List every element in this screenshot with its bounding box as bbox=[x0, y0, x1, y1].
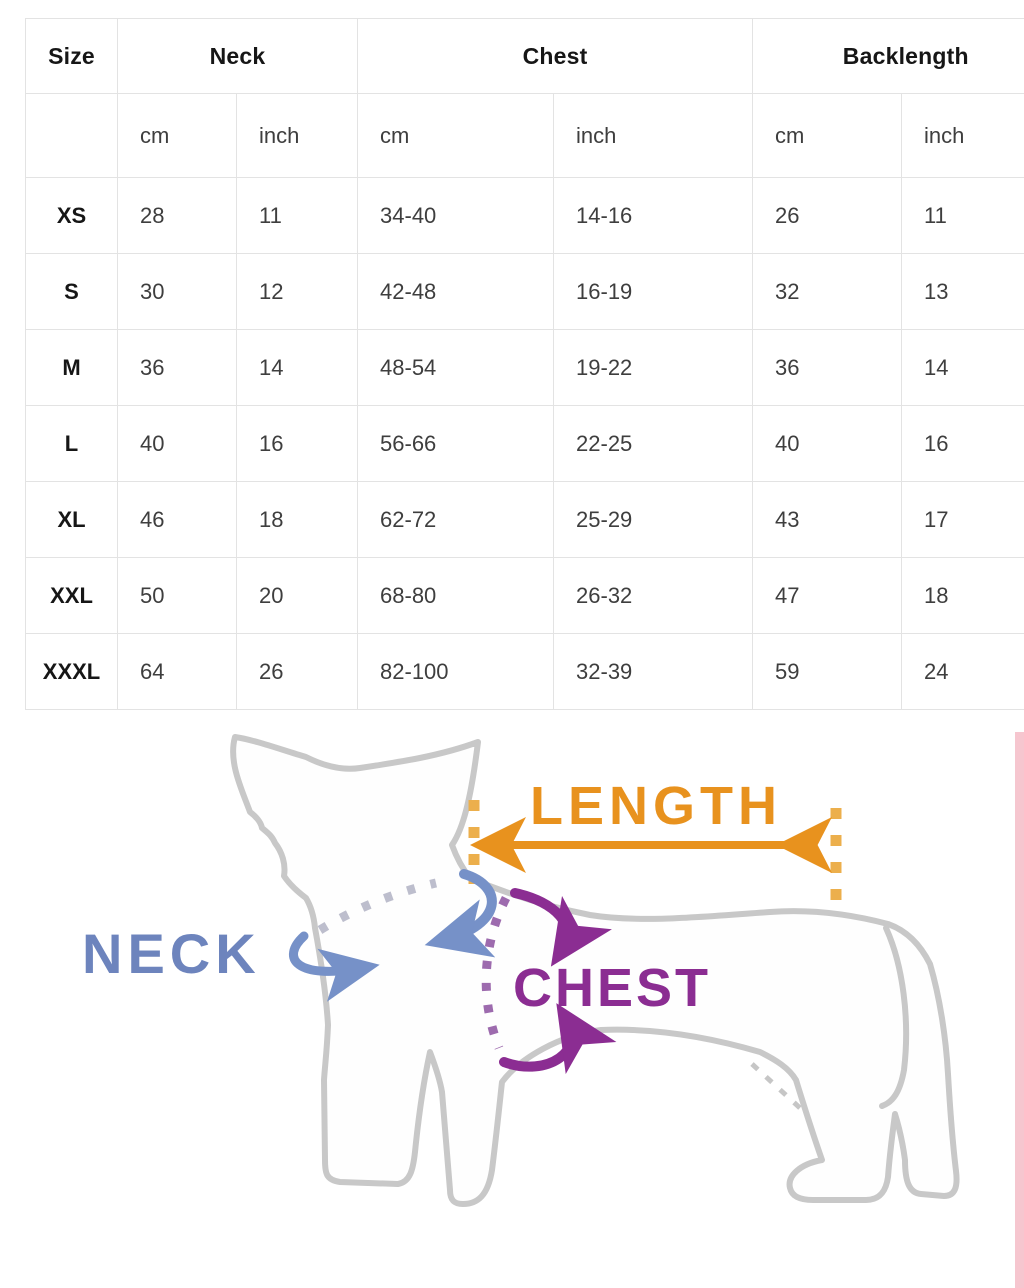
size-value-cell: 32-39 bbox=[554, 634, 753, 710]
size-value-cell: 59 bbox=[753, 634, 902, 710]
empty-cell bbox=[26, 94, 118, 178]
size-value-cell: 28 bbox=[118, 178, 237, 254]
column-header-neck: Neck bbox=[118, 19, 358, 94]
size-value-cell: 43 bbox=[753, 482, 902, 558]
size-value-cell: 47 bbox=[753, 558, 902, 634]
table-row bbox=[26, 558, 1024, 634]
unit-header: cm bbox=[753, 94, 902, 178]
size-value-cell: 40 bbox=[118, 406, 237, 482]
size-row-label: XXL bbox=[26, 558, 118, 634]
column-header-backlength: Backlength bbox=[753, 19, 1024, 94]
size-value-cell: 48-54 bbox=[358, 330, 554, 406]
size-value-cell: 68-80 bbox=[358, 558, 554, 634]
unit-header: cm bbox=[358, 94, 554, 178]
size-value-cell: 50 bbox=[118, 558, 237, 634]
size-guide-illustration bbox=[0, 710, 1024, 1288]
size-row-label: L bbox=[26, 406, 118, 482]
size-value-cell: 16 bbox=[237, 406, 358, 482]
column-header-size: Size bbox=[26, 19, 118, 94]
table-row bbox=[26, 178, 1024, 254]
size-value-cell: 56-66 bbox=[358, 406, 554, 482]
unit-header: inch bbox=[902, 94, 1024, 178]
size-value-cell: 18 bbox=[902, 558, 1024, 634]
size-value-cell: 18 bbox=[237, 482, 358, 558]
table-row bbox=[26, 406, 1024, 482]
size-value-cell: 14-16 bbox=[554, 178, 753, 254]
size-value-cell: 24 bbox=[902, 634, 1024, 710]
length-annotation bbox=[474, 776, 836, 900]
size-value-cell: 64 bbox=[118, 634, 237, 710]
size-value-cell: 20 bbox=[237, 558, 358, 634]
size-value-cell: 26 bbox=[753, 178, 902, 254]
chest-label: CHEST bbox=[513, 958, 712, 1018]
size-value-cell: 30 bbox=[118, 254, 237, 330]
table-group-header-row bbox=[26, 19, 1024, 94]
table-row bbox=[26, 330, 1024, 406]
unit-header: cm bbox=[118, 94, 237, 178]
table-row bbox=[26, 482, 1024, 558]
size-value-cell: 40 bbox=[753, 406, 902, 482]
size-value-cell: 46 bbox=[118, 482, 237, 558]
size-value-cell: 42-48 bbox=[358, 254, 554, 330]
size-value-cell: 11 bbox=[237, 178, 358, 254]
column-header-chest: Chest bbox=[358, 19, 753, 94]
size-value-cell: 13 bbox=[902, 254, 1024, 330]
size-value-cell: 36 bbox=[753, 330, 902, 406]
size-value-cell: 26-32 bbox=[554, 558, 753, 634]
size-value-cell: 16 bbox=[902, 406, 1024, 482]
size-row-label: XS bbox=[26, 178, 118, 254]
neck-label: NECK bbox=[82, 922, 261, 985]
size-table bbox=[25, 18, 1024, 710]
size-value-cell: 19-22 bbox=[554, 330, 753, 406]
size-table-body bbox=[26, 178, 1024, 710]
size-row-label: S bbox=[26, 254, 118, 330]
length-label: LENGTH bbox=[530, 776, 782, 836]
size-value-cell: 26 bbox=[237, 634, 358, 710]
size-value-cell: 62-72 bbox=[358, 482, 554, 558]
size-row-label: XL bbox=[26, 482, 118, 558]
pink-edge-stripe bbox=[1015, 732, 1024, 1288]
size-value-cell: 14 bbox=[237, 330, 358, 406]
size-value-cell: 32 bbox=[753, 254, 902, 330]
size-value-cell: 25-29 bbox=[554, 482, 753, 558]
size-chart bbox=[25, 18, 1024, 712]
size-value-cell: 14 bbox=[902, 330, 1024, 406]
size-value-cell: 16-19 bbox=[554, 254, 753, 330]
size-value-cell: 11 bbox=[902, 178, 1024, 254]
table-row bbox=[26, 254, 1024, 330]
size-value-cell: 36 bbox=[118, 330, 237, 406]
unit-header: inch bbox=[237, 94, 358, 178]
size-row-label: XXXL bbox=[26, 634, 118, 710]
size-value-cell: 34-40 bbox=[358, 178, 554, 254]
unit-header: inch bbox=[554, 94, 753, 178]
size-value-cell: 22-25 bbox=[554, 406, 753, 482]
size-value-cell: 12 bbox=[237, 254, 358, 330]
size-value-cell: 82-100 bbox=[358, 634, 554, 710]
table-row bbox=[26, 634, 1024, 710]
size-row-label: M bbox=[26, 330, 118, 406]
size-value-cell: 17 bbox=[902, 482, 1024, 558]
table-units-header-row bbox=[26, 94, 1024, 178]
